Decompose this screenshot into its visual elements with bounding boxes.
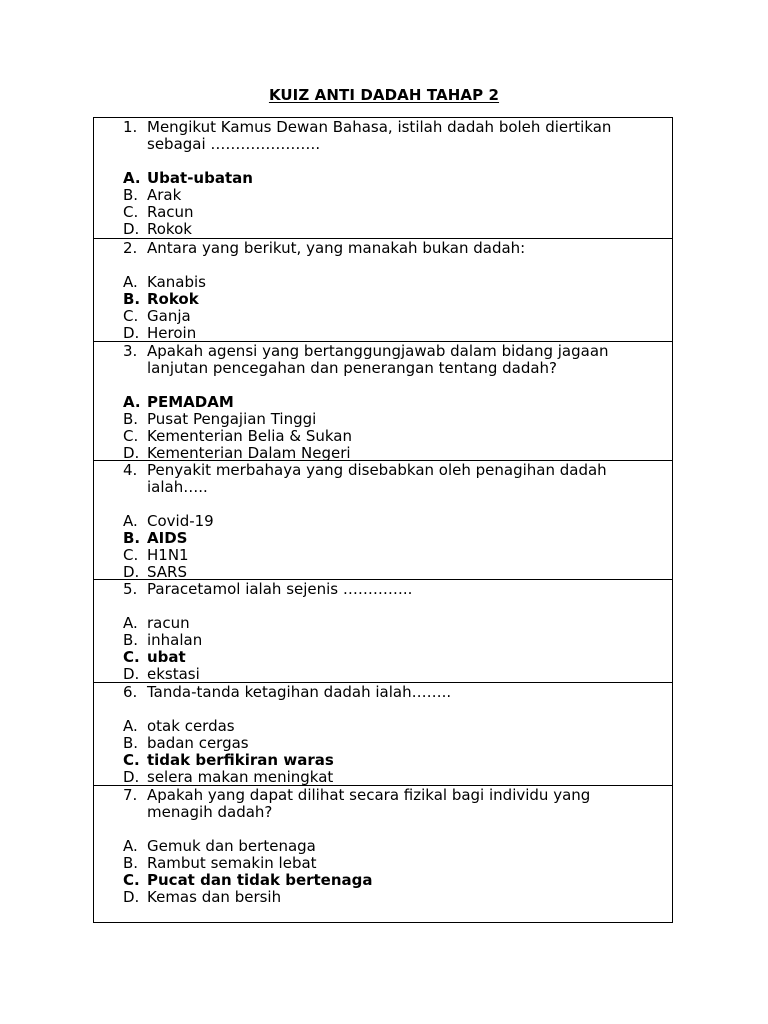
question-cell <box>94 238 672 341</box>
question-text: menagih dadah? <box>147 803 273 821</box>
option-letter: C. <box>123 307 139 325</box>
option-letter: D. <box>123 768 140 786</box>
option-text: ubat <box>147 648 186 666</box>
question-cell <box>94 579 672 682</box>
option-letter: A. <box>123 169 141 187</box>
answer-option <box>94 735 672 752</box>
answer-option-correct <box>94 394 672 411</box>
question-text: Apakah yang dapat dilihat secara fizikal bagi individu yang <box>147 786 591 804</box>
answer-option <box>94 187 672 204</box>
question-text-line <box>94 136 672 153</box>
option-letter: D. <box>123 444 140 462</box>
option-text: AIDS <box>147 529 188 547</box>
option-text: Arak <box>147 186 182 204</box>
question-number: 2. <box>123 239 138 257</box>
question-text-line <box>94 240 672 257</box>
question-number: 6. <box>123 683 138 701</box>
spacer <box>94 598 672 615</box>
option-letter: D. <box>123 563 140 581</box>
option-text: Ganja <box>147 307 191 325</box>
question-number: 1. <box>123 118 138 136</box>
option-letter: B. <box>123 186 139 204</box>
answer-option <box>94 769 672 786</box>
answer-option <box>94 428 672 445</box>
spacer <box>94 496 672 513</box>
question-number: 7. <box>123 786 138 804</box>
spacer <box>94 257 672 274</box>
option-letter: A. <box>123 614 138 632</box>
question-cell <box>94 785 672 922</box>
question-text: Apakah agensi yang bertanggungjawab dalam bidang jagaan <box>147 342 609 360</box>
option-letter: B. <box>123 734 139 752</box>
option-letter: C. <box>123 427 139 445</box>
question-cell <box>94 682 672 785</box>
option-text: Gemuk dan bertenaga <box>147 837 316 855</box>
option-text: Racun <box>147 203 194 221</box>
question-text-line <box>94 343 672 360</box>
option-letter: A. <box>123 512 138 530</box>
option-text: ekstasi <box>147 665 200 683</box>
option-text: otak cerdas <box>147 717 235 735</box>
question-cell <box>94 341 672 460</box>
option-text: badan cergas <box>147 734 249 752</box>
answer-option <box>94 632 672 649</box>
question-text-line <box>94 360 672 377</box>
question-cell <box>94 118 672 238</box>
question-text: Paracetamol ialah sejenis ………….. <box>147 580 413 598</box>
option-letter: C. <box>123 203 139 221</box>
spacer <box>94 153 672 170</box>
answer-option <box>94 666 672 683</box>
option-letter: A. <box>123 837 138 855</box>
option-letter: A. <box>123 273 138 291</box>
option-text: SARS <box>147 563 188 581</box>
answer-option-correct <box>94 170 672 187</box>
option-text: selera makan meningkat <box>147 768 334 786</box>
option-text: Pucat dan tidak bertenaga <box>147 871 373 889</box>
option-letter: C. <box>123 871 140 889</box>
question-number: 3. <box>123 342 138 360</box>
answer-option-correct <box>94 291 672 308</box>
option-text: PEMADAM <box>147 393 234 411</box>
question-text: Tanda-tanda ketagihan dadah ialah…….. <box>147 683 452 701</box>
question-text-line <box>94 479 672 496</box>
option-text: Ubat-ubatan <box>147 169 253 187</box>
answer-option <box>94 221 672 238</box>
option-letter: A. <box>123 393 141 411</box>
answer-option <box>94 513 672 530</box>
answer-option <box>94 718 672 735</box>
question-text-line <box>94 581 672 598</box>
answer-option <box>94 889 672 906</box>
option-letter: C. <box>123 546 139 564</box>
option-text: Rokok <box>147 220 192 238</box>
option-text: racun <box>147 614 190 632</box>
question-number: 4. <box>123 461 138 479</box>
option-text: Covid-19 <box>147 512 214 530</box>
option-letter: D. <box>123 665 140 683</box>
answer-option <box>94 204 672 221</box>
option-text: Kemas dan bersih <box>147 888 282 906</box>
option-text: Pusat Pengajian Tinggi <box>147 410 317 428</box>
option-text: Kanabis <box>147 273 206 291</box>
answer-option <box>94 615 672 632</box>
option-text: Kementerian Dalam Negeri <box>147 444 351 462</box>
option-letter: C. <box>123 648 140 666</box>
option-letter: C. <box>123 751 140 769</box>
question-text: ialah….. <box>147 478 208 496</box>
page-title: KUIZ ANTI DADAH TAHAP 2 <box>268 86 500 104</box>
option-letter: B. <box>123 410 139 428</box>
option-text: tidak berfikiran waras <box>147 751 334 769</box>
question-text-line <box>94 684 672 701</box>
option-letter: D. <box>123 220 140 238</box>
option-letter: B. <box>123 854 139 872</box>
answer-option <box>94 411 672 428</box>
option-letter: A. <box>123 717 138 735</box>
answer-option <box>94 308 672 325</box>
question-cell <box>94 460 672 579</box>
option-letter: B. <box>123 290 141 308</box>
question-text-line <box>94 787 672 804</box>
option-text: inhalan <box>147 631 203 649</box>
option-letter: B. <box>123 529 141 547</box>
question-text-line <box>94 804 672 821</box>
option-text: Kementerian Belia & Sukan <box>147 427 353 445</box>
quiz-table <box>93 117 673 923</box>
answer-option-correct <box>94 530 672 547</box>
question-text: lanjutan pencegahan dan penerangan tentang dadah? <box>147 359 558 377</box>
answer-option <box>94 325 672 342</box>
option-text: Rokok <box>147 290 199 308</box>
answer-option <box>94 547 672 564</box>
option-text: H1N1 <box>147 546 189 564</box>
answer-option <box>94 855 672 872</box>
answer-option-correct <box>94 649 672 666</box>
option-letter: B. <box>123 631 139 649</box>
question-number: 5. <box>123 580 138 598</box>
question-text-line <box>94 119 672 136</box>
spacer <box>94 701 672 718</box>
option-text: Rambut semakin lebat <box>147 854 317 872</box>
answer-option <box>94 838 672 855</box>
question-text: Antara yang berikut, yang manakah bukan dadah: <box>147 239 526 257</box>
question-text: Penyakit merbahaya yang disebabkan oleh penagihan dadah <box>147 461 607 479</box>
option-text: Heroin <box>147 324 197 342</box>
question-text: sebagai …………………. <box>147 135 321 153</box>
option-letter: D. <box>123 324 140 342</box>
question-text-line <box>94 462 672 479</box>
answer-option-correct <box>94 872 672 889</box>
spacer <box>94 821 672 838</box>
option-letter: D. <box>123 888 140 906</box>
answer-option <box>94 274 672 291</box>
spacer <box>94 377 672 394</box>
answer-option-correct <box>94 752 672 769</box>
question-text: Mengikut Kamus Dewan Bahasa, istilah dadah boleh diertikan <box>147 118 612 136</box>
